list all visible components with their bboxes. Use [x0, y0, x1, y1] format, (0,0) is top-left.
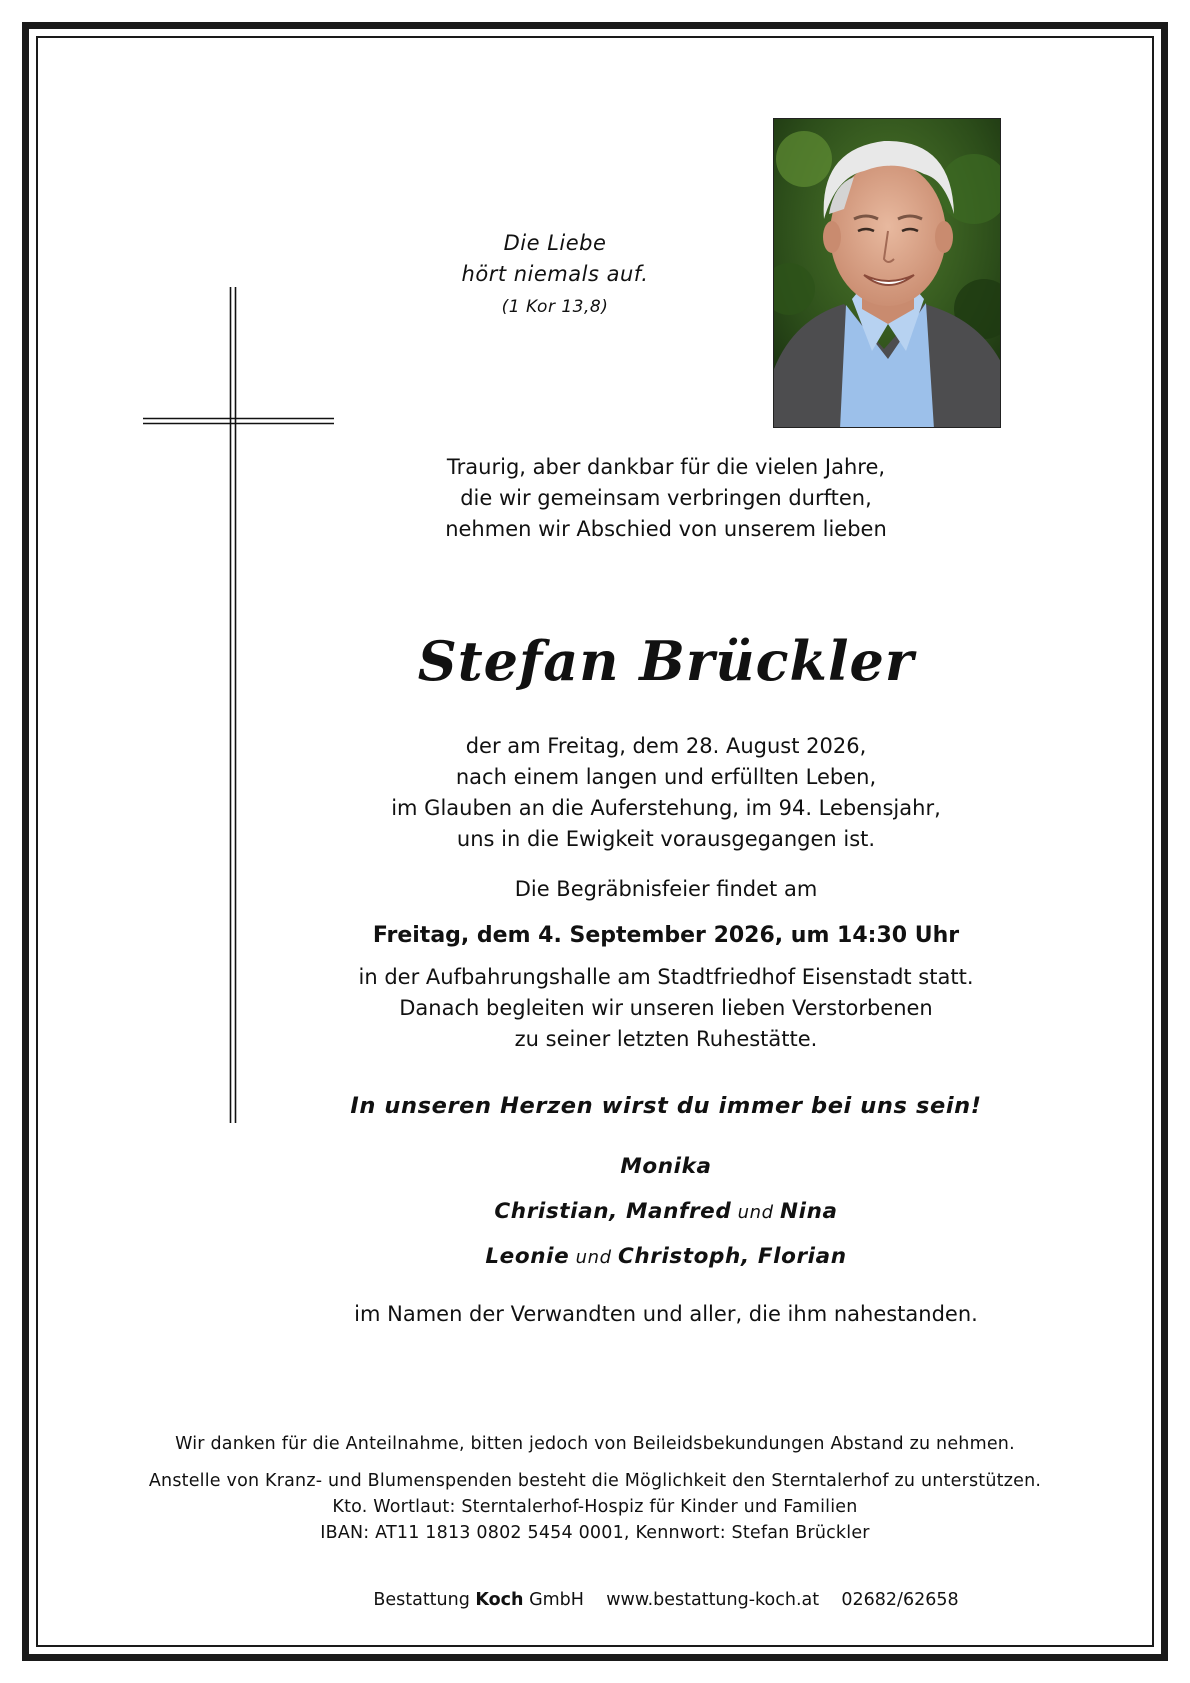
deceased-name: Stefan Brückler: [417, 629, 915, 693]
conjunction: und: [569, 1247, 618, 1268]
notice-line: im Glauben an die Auferstehung, im 94. Lebensjahr,: [391, 796, 941, 820]
intro-line: nehmen wir Abschied von unserem lieben: [445, 517, 887, 541]
bible-verse: [395, 228, 715, 324]
mourner-name: Manfred: [625, 1199, 732, 1224]
company-prefix: Bestattung: [373, 1590, 476, 1610]
company-website[interactable]: www.bestattung-koch.at: [606, 1590, 820, 1610]
motto: In unseren Herzen wirst du immer bei uns sein!: [350, 1093, 982, 1119]
mourners-closing: im Namen der Verwandten und aller, die ihm nahestanden.: [354, 1302, 978, 1326]
intro-line: Traurig, aber dankbar für die vielen Jahre,: [446, 455, 886, 479]
notice-line: nach einem langen und erfüllten Leben,: [455, 765, 877, 789]
name-separator: ,: [609, 1199, 626, 1224]
intro-text: [236, 452, 1096, 545]
verse-line: hört niemals auf.: [461, 262, 649, 286]
mourner-name: Monika: [620, 1154, 712, 1179]
company-suffix: GmbH: [523, 1590, 584, 1610]
funeral-details: [236, 962, 1096, 1055]
funeral-intro: Die Begräbnisfeier findet am: [514, 877, 818, 901]
donation-info: [60, 1468, 1130, 1546]
company-phone[interactable]: 02682/62658: [841, 1590, 959, 1610]
name-separator: ,: [740, 1244, 758, 1269]
mourner-row: [236, 1244, 1096, 1269]
mourner-row: [236, 1199, 1096, 1224]
portrait-photo: [773, 118, 1001, 428]
donation-line: Anstelle von Kranz- und Blumenspenden besteht die Möglichkeit den Sterntalerhof zu unterstützen.: [148, 1471, 1042, 1491]
funeral-line: in der Aufbahrungshalle am Stadtfriedhof Eisenstadt statt.: [358, 965, 974, 989]
notice-line: uns in die Ewigkeit vorausgegangen ist.: [456, 827, 876, 851]
funeral-line: Danach begleiten wir unseren lieben Verstorbenen: [399, 996, 933, 1020]
funeral-datetime: Freitag, dem 4. September 2026, um 14:30 Uhr: [372, 923, 960, 948]
mourner-row: [236, 1154, 1096, 1179]
verse-line: Die Liebe: [503, 231, 607, 255]
account-line: Kto. Wortlaut: Sterntalerhof-Hospiz für Kinder und Familien: [332, 1497, 858, 1517]
mourner-name: Florian: [757, 1244, 847, 1269]
conjunction: und: [731, 1202, 781, 1223]
mourner-name: Christian: [494, 1199, 610, 1224]
iban-line: IBAN: AT11 1813 0802 5454 0001, Kennwort: Stefan Brückler: [320, 1523, 870, 1543]
mourner-name: Christoph: [617, 1244, 741, 1269]
death-notice: [236, 731, 1096, 855]
funeral-line: zu seiner letzten Ruhestätte.: [514, 1027, 818, 1051]
thanks-note: Wir danken für die Anteilnahme, bitten jedoch von Beileidsbekundungen Abstand zu nehmen.: [175, 1434, 1015, 1454]
mourner-name: Leonie: [485, 1244, 570, 1269]
verse-reference: (1 Kor 13,8): [501, 297, 609, 317]
company-name: Koch: [475, 1590, 524, 1610]
mourner-name: Nina: [780, 1199, 838, 1224]
funeral-home-info: [236, 1590, 1096, 1610]
intro-line: die wir gemeinsam verbringen durften,: [460, 486, 872, 510]
notice-line: der am Freitag, dem 28. August 2026,: [465, 734, 867, 758]
